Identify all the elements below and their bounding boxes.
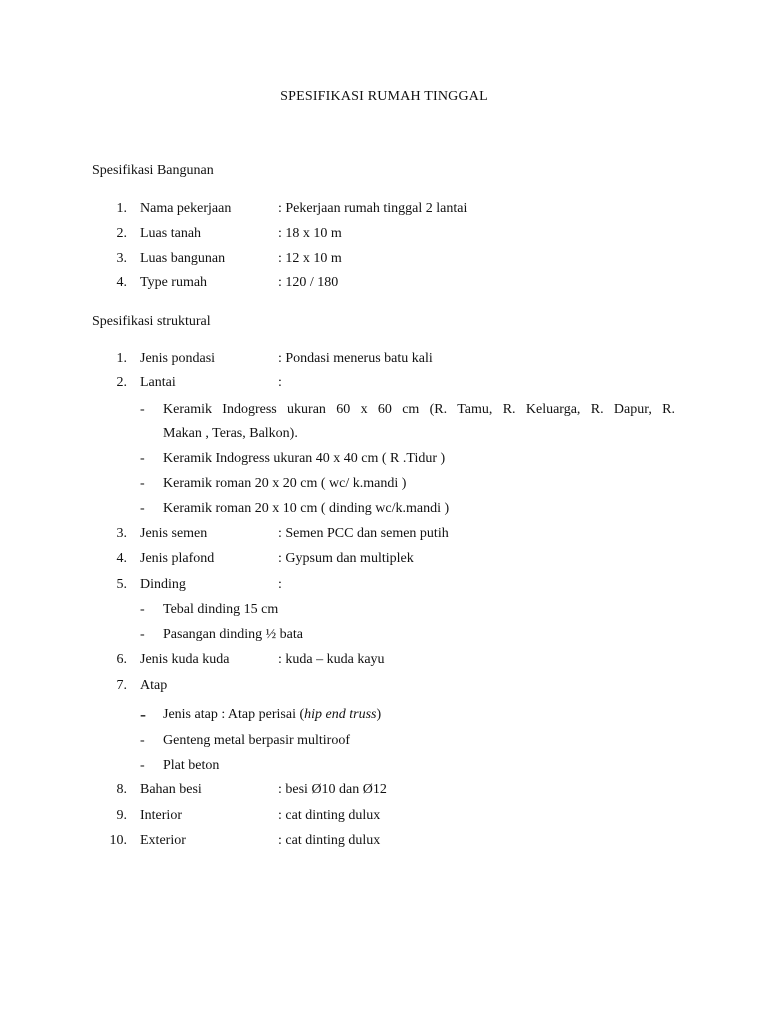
item-number: 4.: [116, 275, 127, 290]
item-label: Exterior: [140, 833, 186, 848]
atap-type-suffix: ): [376, 707, 382, 722]
item-label: Interior: [140, 808, 182, 823]
item-label: Jenis kuda kuda: [140, 652, 230, 667]
item-label: Luas tanah: [140, 226, 202, 241]
dash-bullet: -: [140, 733, 145, 748]
sub-item-text: Keramik roman 20 x 10 cm ( dinding wc/k.mandi ): [163, 501, 450, 516]
item-number: 3.: [116, 251, 127, 266]
item-number: 3.: [116, 526, 127, 541]
sub-item-text: Plat beton: [163, 758, 220, 773]
sub-item-text: [163, 706, 381, 724]
item-label: Atap: [140, 678, 168, 693]
item-label: Lantai: [140, 375, 176, 390]
item-number: 8.: [116, 782, 127, 797]
item-value: : Gypsum dan multiplek: [278, 551, 414, 566]
item-label: Dinding: [140, 577, 186, 592]
item-label: Nama pekerjaan: [140, 201, 232, 216]
item-number: 6.: [116, 652, 127, 667]
item-value: :: [278, 577, 282, 592]
dash-bullet: -: [140, 602, 145, 617]
sub-item-text: Tebal dinding 15 cm: [163, 602, 279, 617]
item-value: : kuda – kuda kayu: [278, 652, 385, 667]
dash-bullet: -: [140, 451, 145, 466]
item-value: : besi Ø10 dan Ø12: [278, 782, 387, 797]
dash-bullet: -: [140, 704, 146, 724]
item-number: 2.: [116, 375, 127, 390]
item-label: Luas bangunan: [140, 251, 226, 266]
sub-item-text: Keramik Indogress ukuran 60 x 60 cm (R. Tamu, R. Keluarga, R. Dapur, R.: [163, 402, 675, 417]
item-value: : 12 x 10 m: [278, 251, 342, 266]
atap-type-italic: hip end truss: [304, 707, 377, 722]
dash-bullet: -: [140, 627, 145, 642]
sub-item-text: Pasangan dinding ½ bata: [163, 627, 303, 642]
item-value: : Pekerjaan rumah tinggal 2 lantai: [278, 201, 468, 216]
item-label: Jenis plafond: [140, 551, 215, 566]
item-number: 1.: [116, 351, 127, 366]
item-value: : cat dinting dulux: [278, 808, 381, 823]
item-value: : cat dinting dulux: [278, 833, 381, 848]
item-number: 5.: [116, 577, 127, 592]
item-label: Type rumah: [140, 275, 208, 290]
dash-bullet: -: [140, 402, 145, 417]
sub-item-text: Keramik roman 20 x 20 cm ( wc/ k.mandi ): [163, 476, 407, 491]
section-heading-struktural: Spesifikasi struktural: [92, 314, 211, 329]
sub-item-text: Keramik Indogress ukuran 40 x 40 cm ( R .Tidur ): [163, 451, 446, 466]
item-value: : 18 x 10 m: [278, 226, 342, 241]
item-number: 7.: [116, 678, 127, 693]
dash-bullet: -: [140, 476, 145, 491]
item-value: : 120 / 180: [278, 275, 339, 290]
item-number: 2.: [116, 226, 127, 241]
item-number: 1.: [116, 201, 127, 216]
item-number: 9.: [116, 808, 127, 823]
dash-bullet: -: [140, 501, 145, 516]
item-label: Bahan besi: [140, 782, 202, 797]
item-value: : Semen PCC dan semen putih: [278, 526, 449, 541]
atap-type-prefix: Jenis atap : Atap perisai (: [163, 707, 305, 722]
document-title: SPESIFIKASI RUMAH TINGGAL: [280, 89, 488, 104]
item-value: : Pondasi menerus batu kali: [278, 351, 433, 366]
dash-bullet: -: [140, 758, 145, 773]
item-label: Jenis semen: [140, 526, 208, 541]
item-number: 10.: [109, 833, 127, 848]
sub-item-text-cont: Makan , Teras, Balkon).: [163, 426, 298, 441]
item-value: :: [278, 375, 282, 390]
sub-item-text: Genteng metal berpasir multiroof: [163, 733, 350, 748]
item-label: Jenis pondasi: [140, 351, 216, 366]
section-heading-bangunan: Spesifikasi Bangunan: [92, 163, 214, 178]
item-number: 4.: [116, 551, 127, 566]
